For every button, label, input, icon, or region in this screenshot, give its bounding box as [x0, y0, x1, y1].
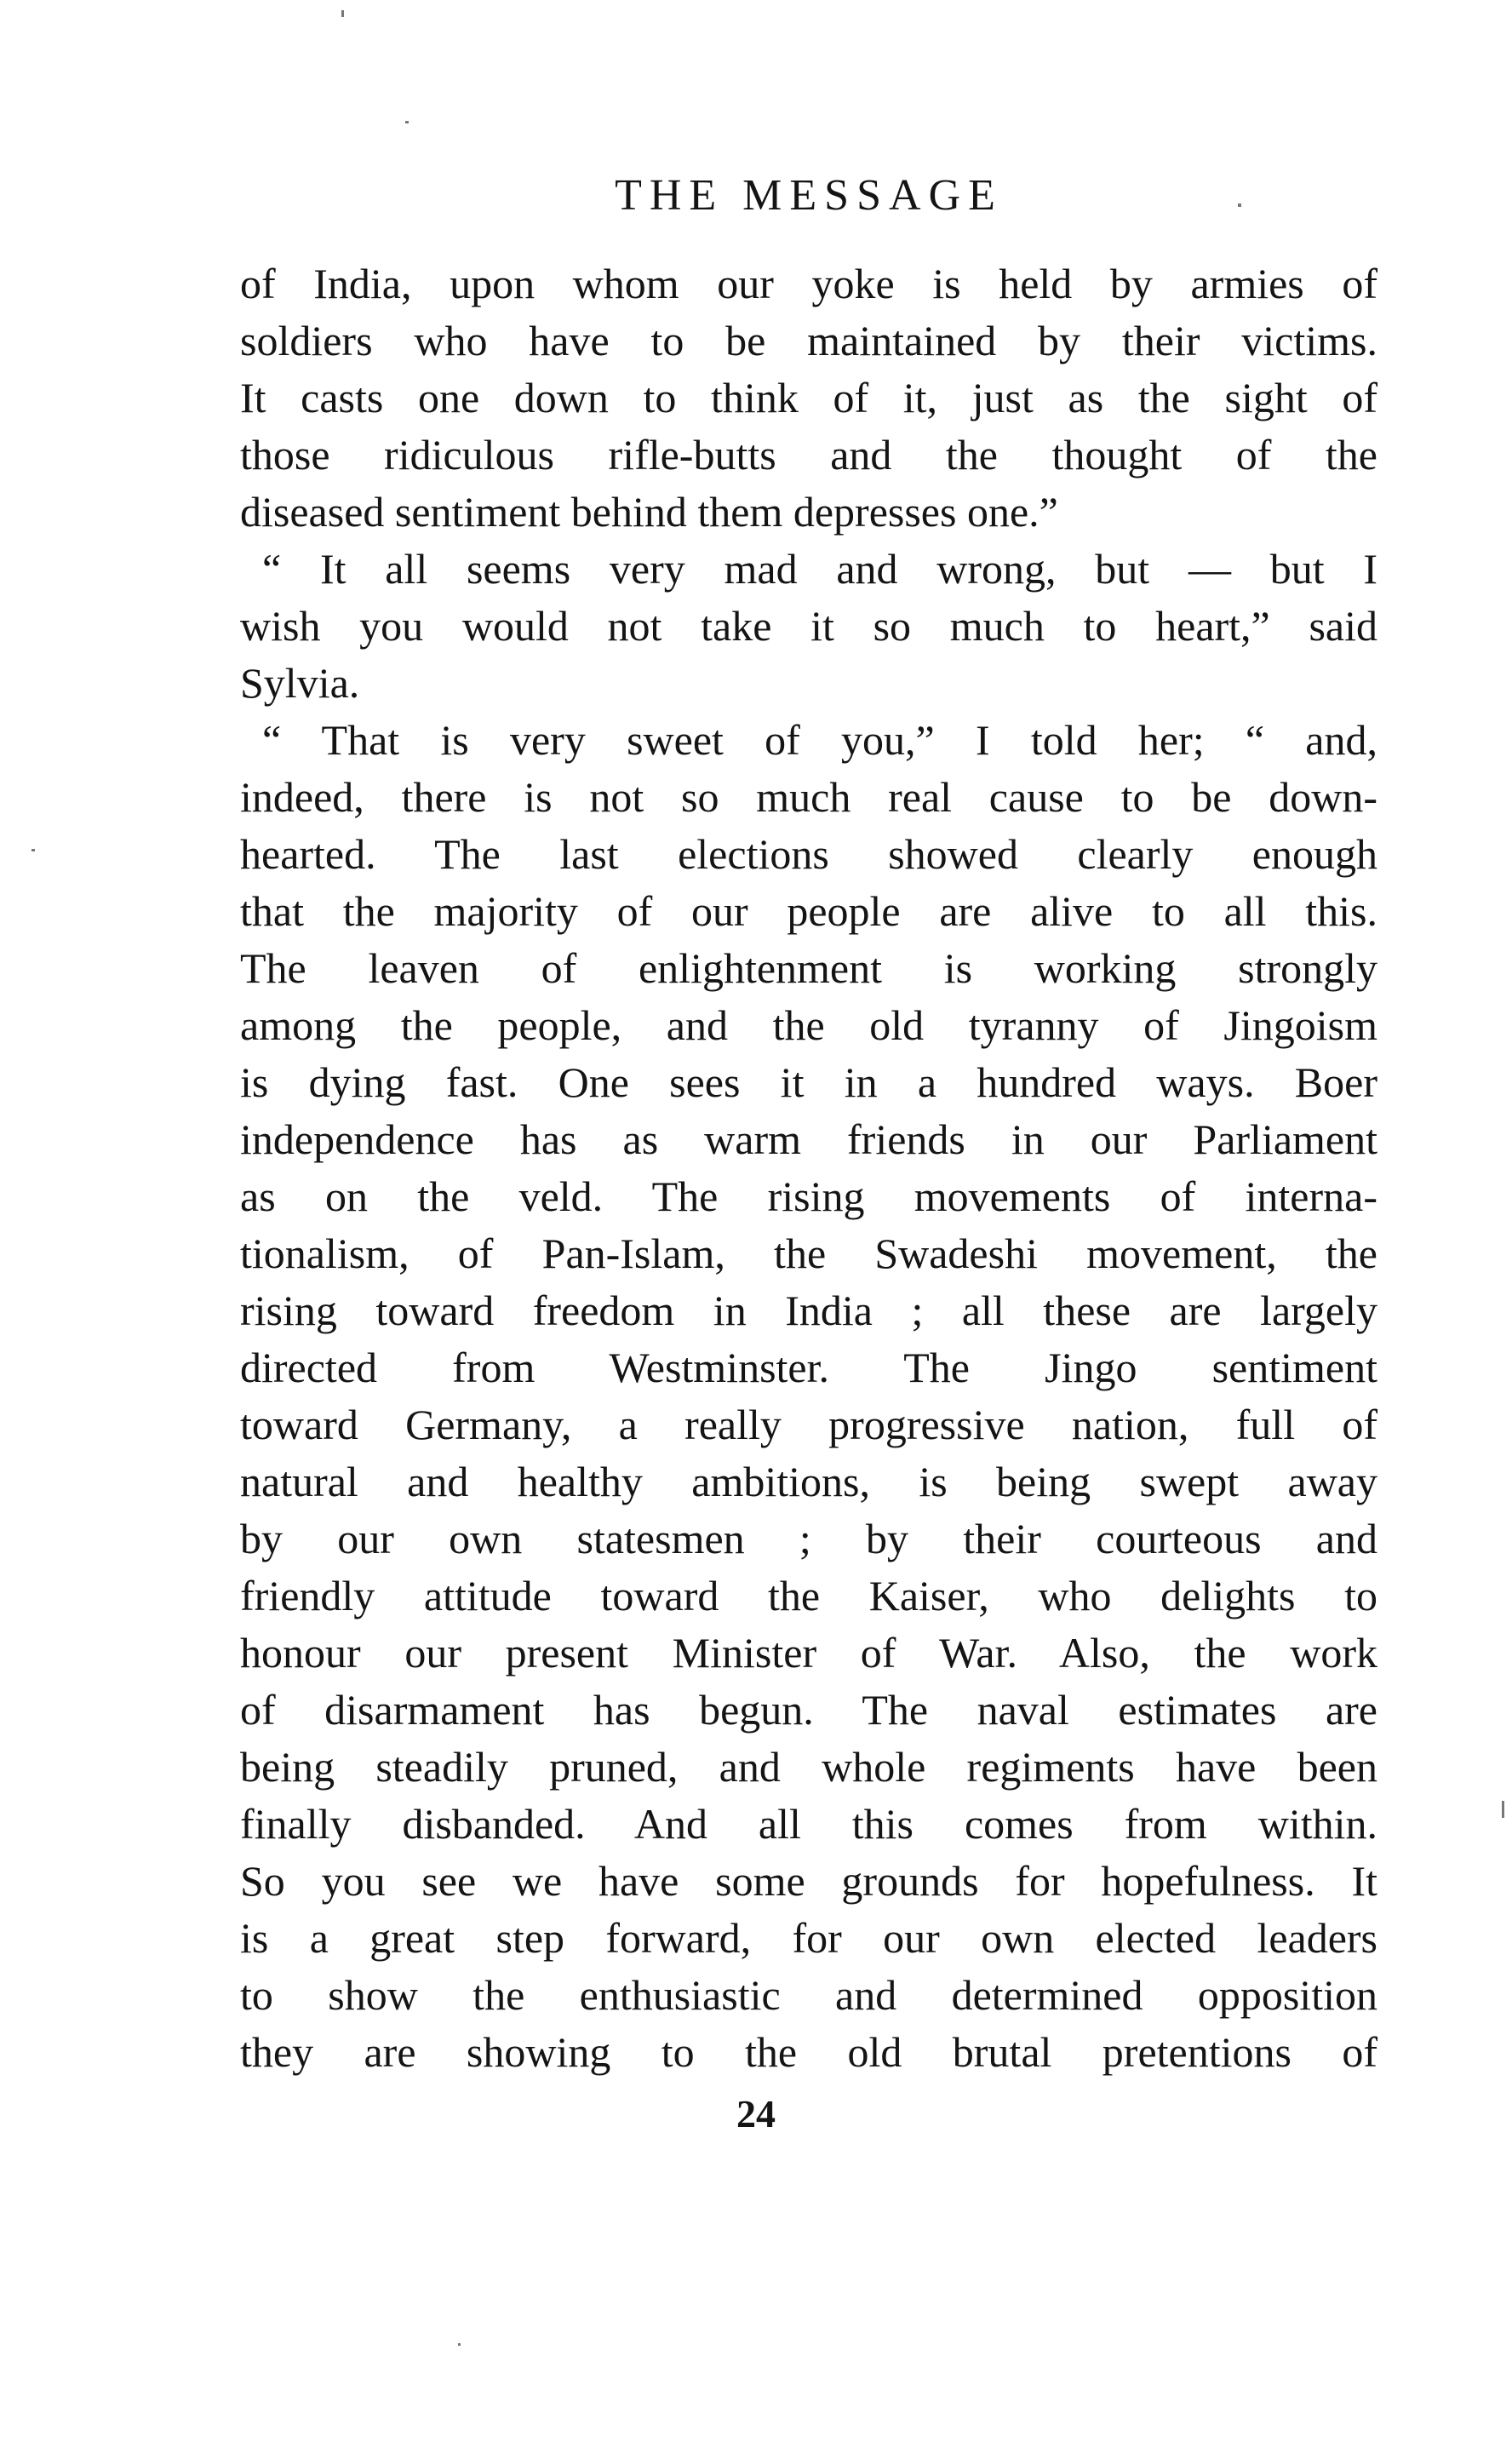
text-line: as on the veld. The rising movements of interna-: [240, 1172, 1377, 1220]
text-line: being steadily pruned, and whole regiments have been: [240, 1743, 1377, 1791]
text-line: “ It all seems very mad and wrong, but — but I: [262, 545, 1377, 593]
text-line: is a great step forward, for our own elected leaders: [240, 1914, 1377, 1962]
text-line: The leaven of enlightenment is working strongly: [240, 944, 1377, 992]
scan-speck: [458, 2343, 461, 2346]
text-line: those ridiculous rifle-butts and the thought of the: [240, 431, 1377, 479]
text-line: by our own statesmen ; by their courteous and: [240, 1515, 1377, 1562]
body-text: [240, 255, 1377, 2081]
text-line: is dying fast. One sees it in a hundred ways. Boer: [240, 1058, 1377, 1106]
text-line: diseased sentiment behind them depresses one.”: [240, 488, 1058, 536]
text-line: finally disbanded. And all this comes from within.: [240, 1800, 1377, 1848]
text-line: indeed, there is not so much real cause to be down-: [240, 773, 1377, 821]
text-line: toward Germany, a really progressive nation, full of: [240, 1401, 1377, 1448]
text-line: wish you would not take it so much to heart,” said: [240, 602, 1377, 650]
text-line: among the people, and the old tyranny of Jingoism: [240, 1001, 1377, 1049]
scan-speck: [1238, 203, 1241, 207]
scan-speck: [1502, 1801, 1504, 1818]
page-number: 24: [736, 2092, 776, 2135]
running-title: THE MESSAGE: [615, 171, 1003, 220]
text-line: of India, upon whom our yoke is held by armies of: [240, 260, 1377, 307]
text-line: tionalism, of Pan-Islam, the Swadeshi movement, the: [240, 1230, 1377, 1277]
text-line: directed from Westminster. The Jingo sentiment: [240, 1344, 1377, 1391]
text-line: of disarmament has begun. The naval estimates are: [240, 1686, 1377, 1734]
text-line: Sylvia.: [240, 659, 360, 707]
scan-speck: [405, 121, 409, 123]
text-line: honour our present Minister of War. Also, the work: [240, 1629, 1377, 1677]
text-line: hearted. The last elections showed clearly enough: [240, 830, 1377, 878]
text-line: It casts one down to think of it, just as the sight of: [240, 374, 1377, 421]
scan-speck: [341, 10, 344, 17]
text-line: So you see we have some grounds for hopefulness. It: [240, 1857, 1377, 1905]
text-line: natural and healthy ambitions, is being swept away: [240, 1458, 1377, 1505]
text-line: they are showing to the old brutal pretentions of: [240, 2028, 1377, 2076]
text-line: friendly attitude toward the Kaiser, who delights to: [240, 1572, 1377, 1619]
text-line: “ That is very sweet of you,” I told her; “ and,: [262, 716, 1377, 764]
scan-speck: [32, 849, 35, 851]
text-line: independence has as warm friends in our Parliament: [240, 1115, 1377, 1163]
text-line: to show the enthusiastic and determined opposition: [240, 1971, 1377, 2019]
text-line: soldiers who have to be maintained by their victims.: [240, 317, 1377, 364]
text-line: rising toward freedom in India ; all these are largely: [240, 1287, 1377, 1334]
text-line: that the majority of our people are alive to all this.: [240, 887, 1377, 935]
